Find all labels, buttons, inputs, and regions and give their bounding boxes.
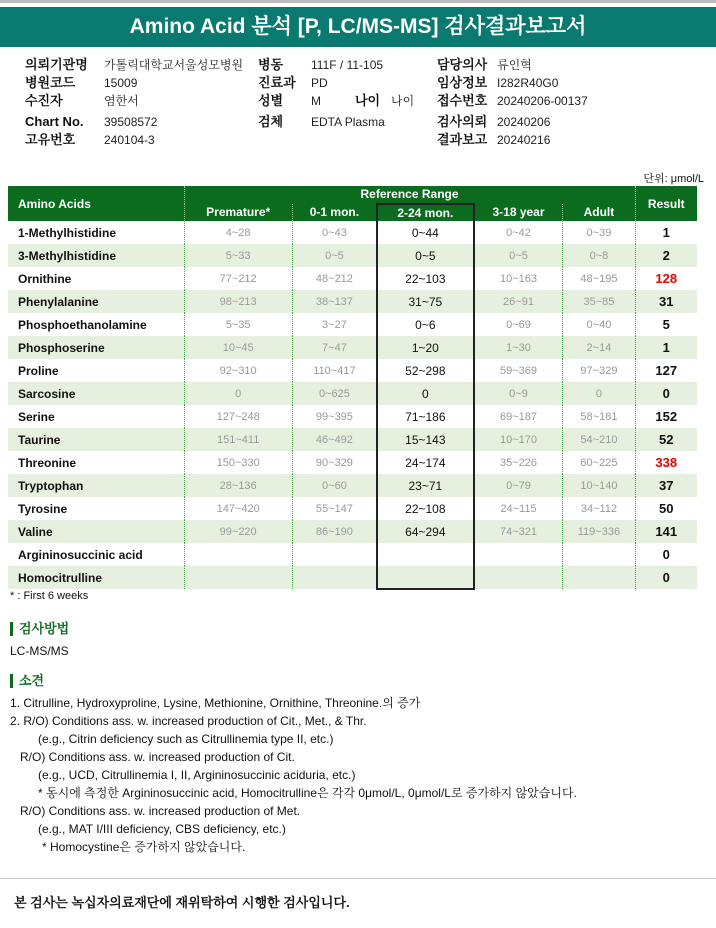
finding-line: 2. R/O) Conditions ass. w. increased production of Cit., Met., & Thr. — [10, 714, 367, 728]
reference-range: 92~310 — [184, 359, 292, 382]
header-col-3: 3-18 year — [474, 204, 563, 222]
amino-acid-name: Tyrosine — [18, 501, 68, 516]
info-value: 20240206 — [497, 115, 551, 129]
result-value: 0 — [635, 566, 697, 589]
result-value: 37 — [635, 474, 697, 497]
reference-range: 119~336 — [563, 520, 635, 543]
reference-range: 0~6 — [377, 313, 474, 336]
reference-range: 7~47 — [292, 336, 377, 359]
result-value: 31 — [635, 290, 697, 313]
table-row — [8, 336, 697, 359]
amino-acid-name: Phosphoethanolamine — [18, 317, 147, 332]
reference-range: 60~225 — [563, 451, 635, 474]
info-label: 접수번호 — [437, 93, 488, 108]
info-label: 임상정보 — [437, 75, 488, 90]
reference-range: 2~14 — [563, 336, 635, 359]
reference-range: 10~140 — [563, 474, 635, 497]
footer-note: 본 검사는 녹십자의료재단에 재위탁하여 시행한 검사입니다. — [14, 895, 350, 910]
reference-range: 1~30 — [474, 336, 563, 359]
result-value: 2 — [635, 244, 697, 267]
finding-line: R/O) Conditions ass. w. increased production of Cit. — [20, 750, 295, 764]
finding-line: (e.g., MAT I/III deficiency, CBS deficiency, etc.) — [38, 822, 286, 836]
result-value: 1 — [635, 221, 697, 244]
reference-range: 98~213 — [184, 290, 292, 313]
reference-range: 22~108 — [377, 497, 474, 520]
finding-line: R/O) Conditions ass. w. increased production of Met. — [20, 804, 301, 818]
top-border — [0, 0, 716, 3]
result-value: 141 — [635, 520, 697, 543]
reference-range: 31~75 — [377, 290, 474, 313]
info-label: 의뢰기관명 — [25, 57, 88, 72]
reference-range: 150~330 — [184, 451, 292, 474]
reference-range: 147~420 — [184, 497, 292, 520]
reference-range: 0~69 — [474, 313, 563, 336]
reference-range: 5~35 — [184, 313, 292, 336]
reference-range: 110~417 — [292, 359, 377, 382]
reference-range: 4~28 — [184, 221, 292, 244]
reference-range: 99~220 — [184, 520, 292, 543]
reference-range — [292, 543, 377, 566]
reference-range: 69~187 — [474, 405, 563, 428]
reference-range — [474, 543, 563, 566]
reference-range: 15~143 — [377, 428, 474, 451]
table-row — [8, 382, 697, 405]
reference-range: 24~174 — [377, 451, 474, 474]
reference-range: 0~39 — [563, 221, 635, 244]
reference-range: 35~85 — [563, 290, 635, 313]
table-row — [8, 405, 697, 428]
info-value: 111F / 11-105 — [311, 58, 384, 72]
info-value: EDTA Plasma — [311, 115, 385, 129]
result-value: 338 — [635, 451, 697, 474]
result-value: 0 — [635, 382, 697, 405]
amino-acid-name: Threonine — [18, 455, 77, 470]
result-value: 128 — [635, 267, 697, 290]
table-row — [8, 428, 697, 451]
patient-info — [0, 56, 716, 156]
reference-range: 97~329 — [563, 359, 635, 382]
info-label: 나이 — [355, 93, 381, 108]
result-value: 5 — [635, 313, 697, 336]
reference-range — [184, 543, 292, 566]
reference-range: 5~33 — [184, 244, 292, 267]
info-label: 고유번호 — [25, 132, 76, 147]
info-label: 결과보고 — [437, 132, 488, 147]
reference-range — [377, 543, 474, 566]
unit-label: 단위: μmol/L — [643, 173, 704, 185]
amino-acid-name: Argininosuccinic acid — [18, 547, 143, 562]
info-value: 20240206-00137 — [497, 94, 588, 108]
amino-acid-name: Sarcosine — [8, 382, 184, 405]
reference-range: 10~163 — [474, 267, 563, 290]
reference-range: 54~210 — [563, 428, 635, 451]
info-label: 담당의사 — [437, 57, 488, 72]
reference-range: 0~79 — [474, 474, 563, 497]
results-table — [8, 186, 697, 590]
table-row — [8, 290, 697, 313]
table-row — [8, 313, 697, 336]
amino-acid-name: 1-Methylhistidine — [18, 225, 117, 240]
finding-line: * 동시에 측정한 Argininosuccinic acid, Homocitrulline은 각각 0μmol/L, 0μmol/L로 증가하지 않았습니다. — [38, 786, 577, 800]
amino-acid-name: Valine — [8, 520, 184, 543]
table-row — [8, 474, 697, 497]
reference-range: 0~625 — [292, 382, 377, 405]
info-value: PD — [311, 76, 328, 90]
info-value: 240104-3 — [104, 133, 155, 147]
reference-range: 0~60 — [292, 474, 377, 497]
amino-acid-name: Homocitrulline — [8, 566, 184, 589]
reference-range: 0~5 — [377, 244, 474, 267]
findings-heading: 소견 — [10, 674, 44, 688]
reference-range: 22~103 — [377, 267, 474, 290]
amino-acid-name: Phenylalanine — [8, 290, 184, 313]
reference-range: 55~147 — [292, 497, 377, 520]
info-label: 병동 — [258, 57, 284, 72]
reference-range: 26~91 — [474, 290, 563, 313]
header-reference-range: Reference Range — [184, 186, 635, 204]
amino-acid-name: 3-Methylhistidine — [8, 244, 184, 267]
info-label: 진료과 — [258, 75, 296, 90]
reference-range: 0~5 — [292, 244, 377, 267]
info-label: 검체 — [258, 114, 284, 129]
amino-acid-name: Serine — [18, 409, 55, 424]
result-value: 0 — [635, 543, 697, 566]
reference-range: 52~298 — [377, 359, 474, 382]
amino-acid-name: Ornithine — [18, 271, 72, 286]
reference-range: 0~44 — [377, 221, 474, 244]
header-col-4: Adult — [563, 204, 635, 222]
header-col-0: Premature* — [184, 204, 292, 222]
info-label: 병원코드 — [25, 75, 76, 90]
finding-line: 1. Citrulline, Hydroxyproline, Lysine, Methionine, Ornithine, Threonine.의 증가 — [10, 696, 421, 710]
reference-range: 0 — [377, 382, 474, 405]
reference-range: 90~329 — [292, 451, 377, 474]
reference-range: 38~137 — [292, 290, 377, 313]
report-title: Amino Acid 분석 [P, LC/MS-MS] 검사결과보고서 — [0, 7, 716, 47]
reference-range: 10~170 — [474, 428, 563, 451]
table-row — [8, 497, 697, 520]
amino-acid-name: Phosphoserine — [8, 336, 184, 359]
reference-range: 0~5 — [474, 244, 563, 267]
reference-range: 34~112 — [563, 497, 635, 520]
info-label: 검사의뢰 — [437, 114, 488, 129]
info-value: 15009 — [104, 76, 138, 90]
divider — [0, 878, 716, 879]
info-value: 가톨릭대학교서울성모병원 — [104, 58, 244, 72]
reference-range: 77~212 — [184, 267, 292, 290]
reference-range: 0~42 — [474, 221, 563, 244]
reference-range: 35~226 — [474, 451, 563, 474]
header-amino-acids: Amino Acids — [8, 186, 184, 221]
table-row — [8, 267, 697, 290]
result-value: 152 — [635, 405, 697, 428]
info-value: 류인혁 — [497, 58, 532, 72]
result-value: 50 — [635, 497, 697, 520]
reference-range: 28~136 — [184, 474, 292, 497]
info-label: 성별 — [258, 93, 284, 108]
amino-acid-name: Taurine — [8, 428, 184, 451]
reference-range: 86~190 — [292, 520, 377, 543]
info-value: I282R40G0 — [497, 76, 559, 90]
reference-range: 0~9 — [474, 382, 563, 405]
reference-range: 3~27 — [292, 313, 377, 336]
info-value: M — [311, 94, 321, 108]
reference-range — [563, 566, 635, 589]
reference-range — [377, 566, 474, 589]
header-result: Result — [635, 186, 697, 221]
header-col-1: 0-1 mon. — [292, 204, 377, 222]
reference-range: 1~20 — [377, 336, 474, 359]
info-value: 염한서 — [104, 94, 139, 108]
reference-range: 71~186 — [377, 405, 474, 428]
table-row — [8, 221, 697, 244]
table-row — [8, 543, 697, 566]
amino-acid-name: Proline — [18, 363, 59, 378]
reference-range: 59~369 — [474, 359, 563, 382]
info-value: 39508572 — [104, 115, 158, 129]
reference-range: 0 — [563, 382, 635, 405]
reference-range: 64~294 — [377, 520, 474, 543]
amino-acid-name: Tryptophan — [8, 474, 184, 497]
reference-range — [563, 543, 635, 566]
reference-range: 48~212 — [292, 267, 377, 290]
table-row — [8, 566, 697, 589]
reference-range: 0~40 — [563, 313, 635, 336]
result-value: 1 — [635, 336, 697, 359]
reference-range: 0 — [184, 382, 292, 405]
table-row — [8, 244, 697, 267]
info-value: 20240216 — [497, 133, 551, 147]
reference-range: 58~181 — [563, 405, 635, 428]
reference-range: 24~115 — [474, 497, 563, 520]
reference-range — [184, 566, 292, 589]
reference-range: 0~43 — [292, 221, 377, 244]
finding-line: * Homocystine은 증가하지 않았습니다. — [42, 840, 246, 854]
footnote: * : First 6 weeks — [10, 590, 89, 602]
reference-range: 10~45 — [184, 336, 292, 359]
reference-range: 48~195 — [563, 267, 635, 290]
finding-line: (e.g., UCD, Citrullinemia I, II, Argininosuccinic aciduria, etc.) — [38, 768, 356, 782]
info-label: 수진자 — [25, 93, 63, 108]
reference-range — [292, 566, 377, 589]
finding-line: (e.g., Citrin deficiency such as Citrullinemia type II, etc.) — [38, 732, 334, 746]
method-text: LC-MS/MS — [10, 644, 69, 658]
method-heading: 검사방법 — [10, 622, 69, 636]
table-row — [8, 359, 697, 382]
header-col-2: 2-24 mon. — [377, 204, 474, 222]
reference-range: 74~321 — [474, 520, 563, 543]
table-row — [8, 451, 697, 474]
reference-range: 99~395 — [292, 405, 377, 428]
reference-range: 0~8 — [563, 244, 635, 267]
reference-range — [474, 566, 563, 589]
reference-range: 46~492 — [292, 428, 377, 451]
result-value: 127 — [635, 359, 697, 382]
reference-range: 151~411 — [184, 428, 292, 451]
table-row — [8, 520, 697, 543]
info-label: Chart No. — [25, 114, 84, 129]
reference-range: 23~71 — [377, 474, 474, 497]
result-value: 52 — [635, 428, 697, 451]
reference-range: 127~248 — [184, 405, 292, 428]
info-value: 나이 — [391, 94, 415, 108]
